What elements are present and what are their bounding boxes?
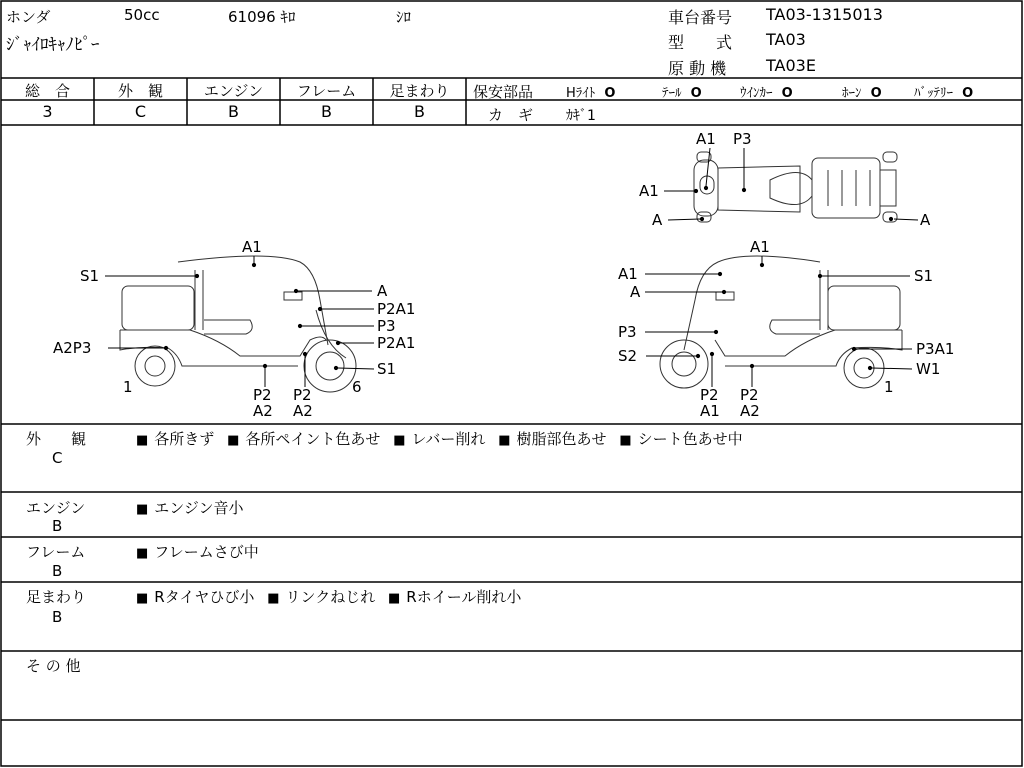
key-value: ｶｷﾞ1	[566, 108, 596, 124]
engine-label: 原 動 機	[668, 59, 727, 78]
bullet-icon: ■	[498, 433, 511, 448]
safety-mark: O	[870, 86, 882, 101]
detail-item: Rホイール削れ小	[406, 588, 522, 606]
diagram-label: A	[920, 211, 931, 229]
top-view-drawing	[694, 152, 897, 222]
grade-label-suspension: 足まわり	[389, 82, 450, 100]
detail-label-exterior: 外 観	[26, 430, 87, 448]
detail-item: レバー削れ	[411, 430, 486, 448]
diagram-label: A1	[700, 402, 720, 420]
diagram-label: P3	[733, 130, 752, 148]
bullet-icon: ■	[387, 591, 401, 606]
detail-grade-suspension: B	[52, 608, 63, 626]
diagram-label: A	[630, 283, 641, 301]
detail-grade-exterior: C	[52, 449, 63, 467]
grade-value-suspension: B	[414, 102, 425, 121]
diagram-label: P2A1	[377, 300, 416, 318]
grade-value-exterior: C	[134, 102, 147, 121]
grade-label-frame: フレーム	[296, 82, 357, 100]
displacement: 50cc	[124, 6, 160, 24]
detail-label-suspension: 足まわり	[26, 588, 87, 606]
diagram-label: A2P3	[53, 339, 92, 357]
color: ｼﾛ	[396, 8, 412, 26]
detail-item: フレームさび中	[154, 543, 259, 561]
diagram-label: A	[377, 282, 388, 300]
bullet-icon: ■	[136, 433, 149, 448]
diagram-label: P3A1	[916, 340, 955, 358]
detail-item: 樹脂部色あせ	[516, 430, 607, 448]
diagram-label: P3	[618, 323, 637, 341]
bullet-icon: ■	[267, 591, 280, 606]
safety-item-name: ｳｲﾝｶｰ	[740, 86, 773, 101]
diagram-label: P2	[293, 386, 312, 404]
bullet-icon: ■	[136, 502, 149, 517]
detail-label-other: そ の 他	[26, 657, 81, 675]
diagram-label: 1	[123, 378, 133, 396]
diagram-label: A1	[696, 130, 716, 148]
grade-label-engine: エンジン	[203, 82, 264, 100]
grade-value-frame: B	[321, 102, 332, 121]
mileage: 61096 ｷﾛ	[228, 8, 296, 26]
safety-item-name: ﾎｰﾝ	[842, 86, 862, 101]
diagram-label: P3	[377, 317, 396, 335]
detail-item: シート色あせ中	[637, 430, 743, 448]
maker: ホンダ	[6, 8, 51, 26]
detail-label-frame: フレーム	[26, 543, 86, 561]
bullet-icon: ■	[619, 433, 632, 448]
diagram-label: 6	[352, 378, 362, 396]
safety-mark: O	[781, 86, 793, 101]
safety-mark: O	[604, 86, 616, 101]
type-value: TA03	[766, 30, 806, 49]
detail-label-engine: エンジン	[26, 499, 86, 517]
bullet-icon: ■	[227, 433, 240, 448]
detail-items-exterior	[136, 428, 743, 449]
diagram-label: S1	[914, 267, 934, 285]
grade-value-total: 3	[42, 102, 53, 121]
grade-label-total: 総 合	[24, 82, 70, 100]
detail-grade-frame: B	[52, 562, 63, 580]
bullet-icon: ■	[136, 591, 149, 606]
model-name: ｼﾞｬｲﾛｷｬﾉﾋﾟｰ	[6, 35, 100, 55]
grade-value-engine: B	[228, 102, 239, 121]
detail-items-suspension	[136, 586, 521, 607]
diagram-label: A1	[750, 238, 770, 256]
key-label: カ ギ	[488, 106, 534, 124]
safety-mark: O	[962, 86, 974, 101]
diagram-label: P2	[740, 386, 759, 404]
frame-no: TA03-1315013	[766, 5, 883, 24]
detail-grade-engine: B	[52, 517, 63, 535]
diagram-label: S1	[80, 267, 100, 285]
detail-item: 各所きず	[154, 430, 215, 448]
diagram-label: A2	[293, 402, 313, 420]
detail-item: エンジン音小	[154, 499, 244, 517]
diagram-label: P2	[700, 386, 719, 404]
diagram-label: A1	[639, 182, 659, 200]
diagram-label: A2	[253, 402, 273, 420]
diagram-label: A1	[618, 265, 638, 283]
diagram-label: P2	[253, 386, 272, 404]
safety-item-name: ﾃｰﾙ	[662, 86, 682, 101]
safety-item-name: ﾊﾞｯﾃﾘｰ	[914, 86, 953, 101]
diagram-label: S2	[618, 347, 638, 365]
engine-value: TA03E	[766, 56, 816, 75]
type-label: 型 式	[668, 33, 733, 52]
bullet-icon: ■	[136, 546, 149, 561]
frame-no-label: 車台番号	[668, 8, 733, 27]
detail-item: 各所ペイント色あせ	[245, 430, 381, 448]
detail-item: Rタイヤひび小	[154, 588, 255, 606]
detail-items-engine	[136, 497, 244, 518]
diagram-label: A1	[242, 238, 262, 256]
safety-item-name: Hﾗｲﾄ	[566, 86, 596, 101]
diagram-label: P2A1	[377, 334, 416, 352]
bullet-icon: ■	[393, 433, 406, 448]
detail-items-frame	[136, 541, 259, 562]
safety-label: 保安部品	[473, 83, 534, 101]
diagram-label: S1	[377, 360, 397, 378]
detail-item: リンクねじれ	[285, 588, 376, 606]
grade-label-exterior: 外 観	[117, 82, 163, 100]
diagram-label: W1	[916, 360, 941, 378]
diagram-label: A	[652, 211, 663, 229]
diagram-label: A2	[740, 402, 760, 420]
safety-mark: O	[690, 86, 702, 101]
diagram-label: 1	[884, 378, 894, 396]
